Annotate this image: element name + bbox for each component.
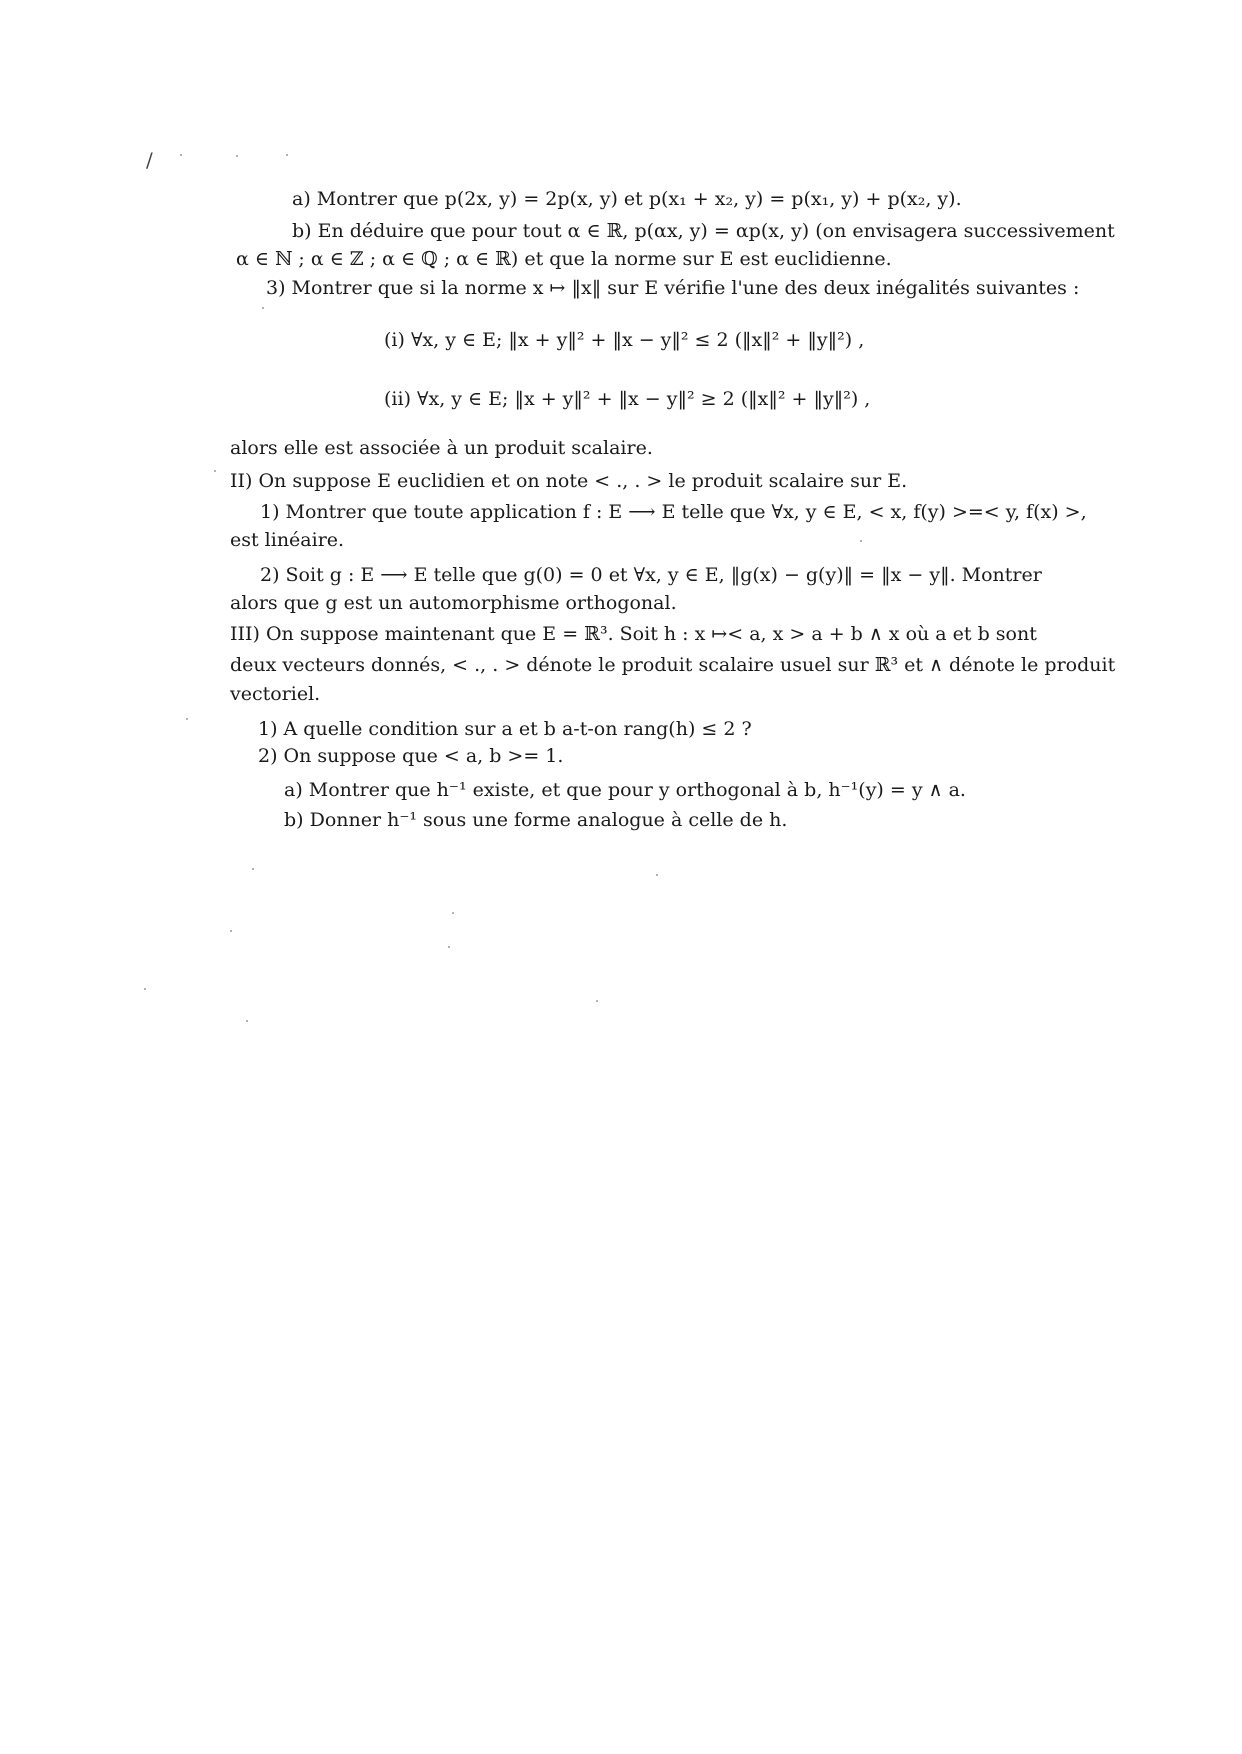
line-2a: a) Montrer que p(2x, y) = 2p(x, y) et p(x₁ + x₂, y) = p(x₁, y) + p(x₂, y).: [292, 188, 962, 210]
line-III-2b: b) Donner h⁻¹ sous une forme analogue à celle de h.: [284, 809, 788, 831]
inequality-ii: (ii) ∀x, y ∈ E; ‖x + y‖² + ‖x − y‖² ≥ 2 (‖x‖² + ‖y‖²) ,: [384, 388, 871, 410]
speck: [656, 874, 658, 876]
section-III: III) On suppose maintenant que E = ℝ³. Soit h : x ↦< a, x > a + b ∧ x où a et b sont: [230, 623, 1037, 645]
speck: [596, 1000, 598, 1002]
line-II-2: 2) Soit g : E ⟶ E telle que g(0) = 0 et ∀x, y ∈ E, ‖g(x) − g(y)‖ = ‖x − y‖. Montrer: [260, 564, 1042, 586]
section-II: II) On suppose E euclidien et on note < ., . > le produit scalaire sur E.: [230, 470, 908, 492]
speck: [214, 470, 216, 472]
speck: [230, 930, 232, 932]
line-II-2-cont: alors que g est un automorphisme orthogonal.: [230, 592, 677, 614]
line-3: 3) Montrer que si la norme x ↦ ‖x‖ sur E vérifie l'une des deux inégalités suivantes :: [266, 277, 1080, 299]
line-III-2: 2) On suppose que < a, b >= 1.: [258, 745, 564, 767]
line-2b-cont: α ∈ ℕ ; α ∈ ℤ ; α ∈ ℚ ; α ∈ ℝ) et que la norme sur E est euclidienne.: [236, 248, 892, 270]
line-II-1: 1) Montrer que toute application f : E ⟶ E telle que ∀x, y ∈ E, < x, f(y) >=< y, f(x) >,: [260, 501, 1087, 523]
section-III-cont: deux vecteurs donnés, < ., . > dénote le produit scalaire usuel sur ℝ³ et ∧ dénote le produit: [230, 654, 1116, 676]
speck: [452, 912, 454, 914]
line-3-conclusion: alors elle est associée à un produit scalaire.: [230, 437, 653, 459]
line-III-2a: a) Montrer que h⁻¹ existe, et que pour y orthogonal à b, h⁻¹(y) = y ∧ a.: [284, 779, 966, 801]
speck: [860, 540, 862, 542]
line-II-1-cont: est linéaire.: [230, 529, 345, 551]
section-III-cont2: vectoriel.: [230, 683, 321, 705]
speck: [252, 868, 254, 870]
line-III-1: 1) A quelle condition sur a et b a-t-on rang(h) ≤ 2 ?: [258, 718, 752, 740]
speck: [262, 307, 264, 309]
speck: [180, 154, 182, 156]
speck: [236, 155, 238, 157]
speck: [246, 1020, 248, 1022]
speck: [144, 988, 146, 990]
line-2b: b) En déduire que pour tout α ∈ ℝ, p(αx, y) = αp(x, y) (on envisagera successivement: [292, 220, 1115, 242]
corner-mark: /: [146, 148, 153, 172]
speck: [286, 154, 288, 156]
speck: [186, 718, 188, 720]
inequality-i: (i) ∀x, y ∈ E; ‖x + y‖² + ‖x − y‖² ≤ 2 (‖x‖² + ‖y‖²) ,: [384, 329, 865, 351]
speck: [448, 946, 450, 948]
